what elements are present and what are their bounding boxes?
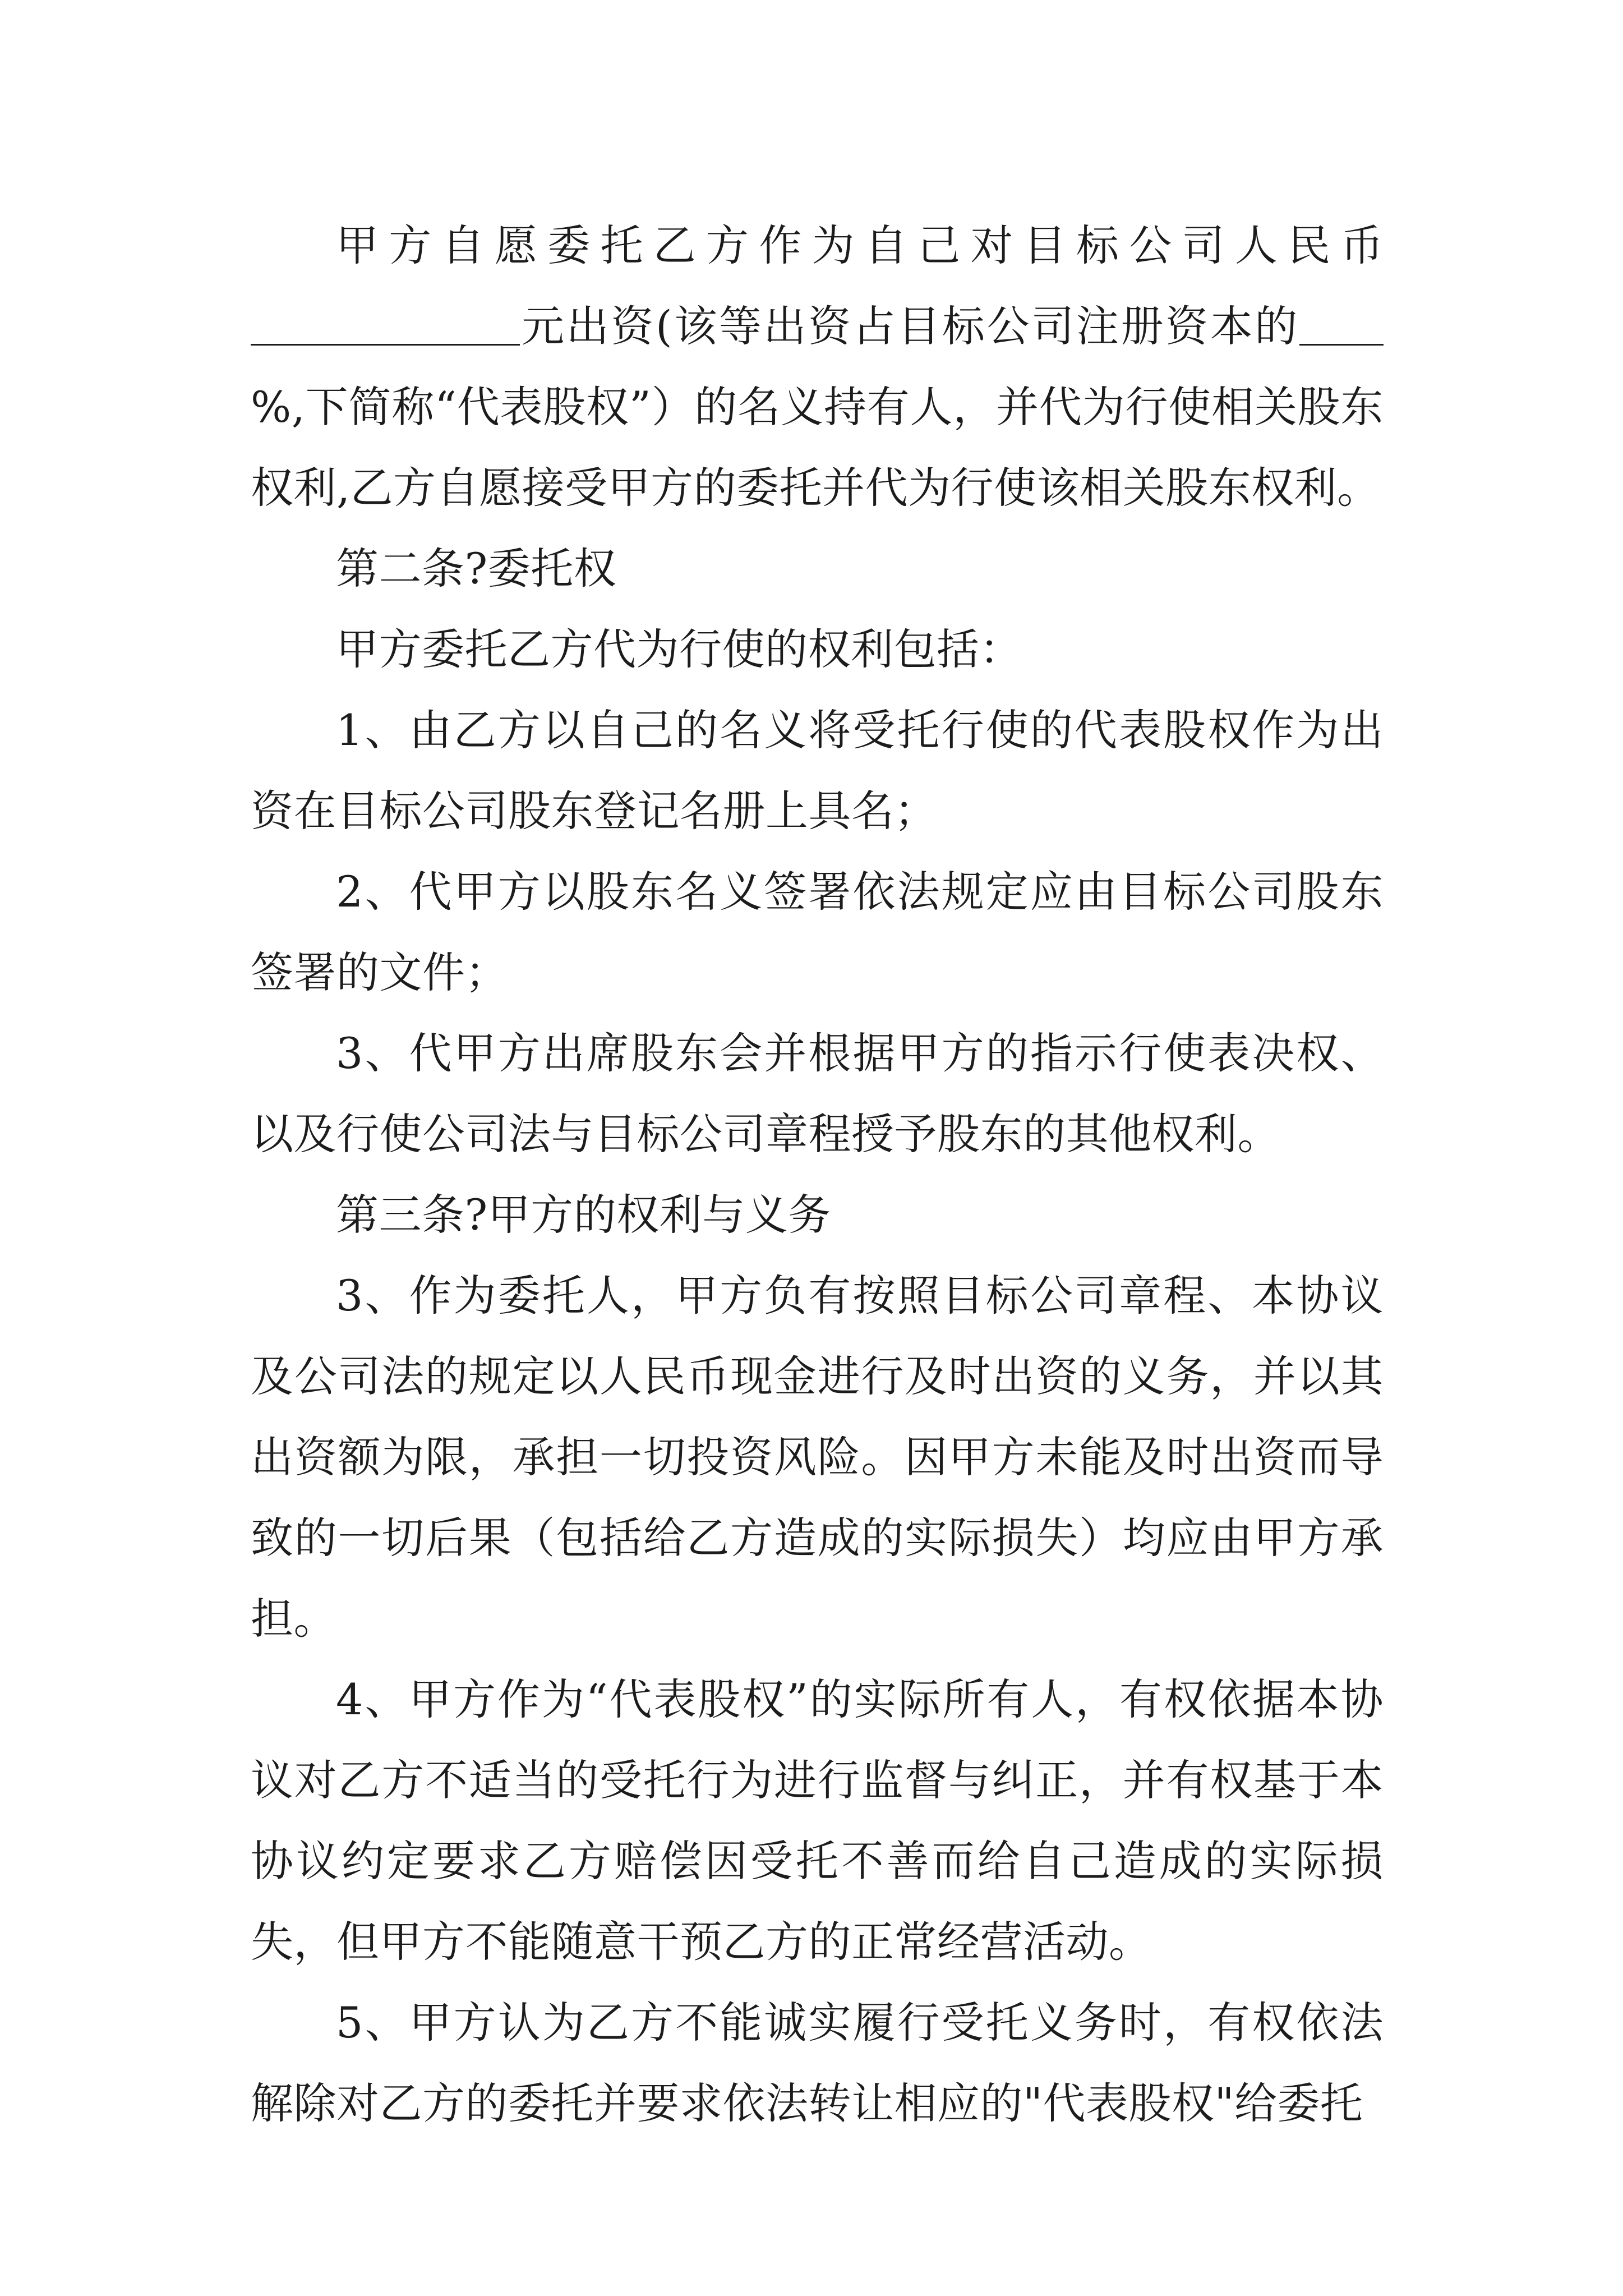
percent-blank [1299, 301, 1384, 346]
article-2-lead: 甲方委托乙方代为行使的权利包括： [336, 624, 1022, 674]
intro-amount-suffix: 元出资(该等出资占目标公司注册资本的 [520, 301, 1299, 351]
intro-paragraph [251, 205, 1384, 528]
article-3-heading: 第三条?甲方的权利与义务 [336, 1190, 831, 1240]
article-2-item-2: 2、代甲方以股东名义签署依法规定应由目标公司股东签署的文件； [251, 867, 1384, 997]
intro-percent-suffix: %, [251, 382, 306, 432]
article-2-item-3: 3、代甲方出席股东会并根据甲方的指示行使表决权、以及行使公司法与目标公司章程授予股东的其他权利。 [251, 1028, 1384, 1159]
document-body [251, 205, 1384, 2144]
article-2-heading: 第二条?委托权 [336, 544, 617, 593]
amount-blank [251, 301, 520, 346]
article-2-item-1: 1、由乙方以自己的名义将受托行使的代表股权作为出资在目标公司股东登记名册上具名； [251, 705, 1384, 836]
intro-line-1: 甲方自愿委托乙方作为自己对目标公司人民币 [336, 220, 1384, 270]
intro-rest: 下简称“代表股权”）的名义持有人，并代为行使相关股东权利,乙方自愿接受甲方的委托并代为行使该相关股东权利。 [251, 382, 1384, 513]
article-3-item-4: 4、甲方作为“代表股权”的实际所有人，有权依据本协议对乙方不适当的受托行为进行监督与纠正，并有权基于本协议约定要求乙方赔偿因受托不善而给自己造成的实际损失，但甲方不能随意干预乙方的正常经营活动。 [251, 1674, 1384, 1967]
article-3-item-3: 3、作为委托人，甲方负有按照目标公司章程、本协议及公司法的规定以人民币现金进行及时出资的义务，并以其出资额为限，承担一切投资风险。因甲方未能及时出资而导致的一切后果（包括给乙方造成的实际损失）均应由甲方承担。 [251, 1271, 1384, 1644]
article-3-item-5: 5、甲方认为乙方不能诚实履行受托义务时，有权依法解除对乙方的委托并要求依法转让相应的"代表股权"给委托 [251, 1998, 1384, 2128]
